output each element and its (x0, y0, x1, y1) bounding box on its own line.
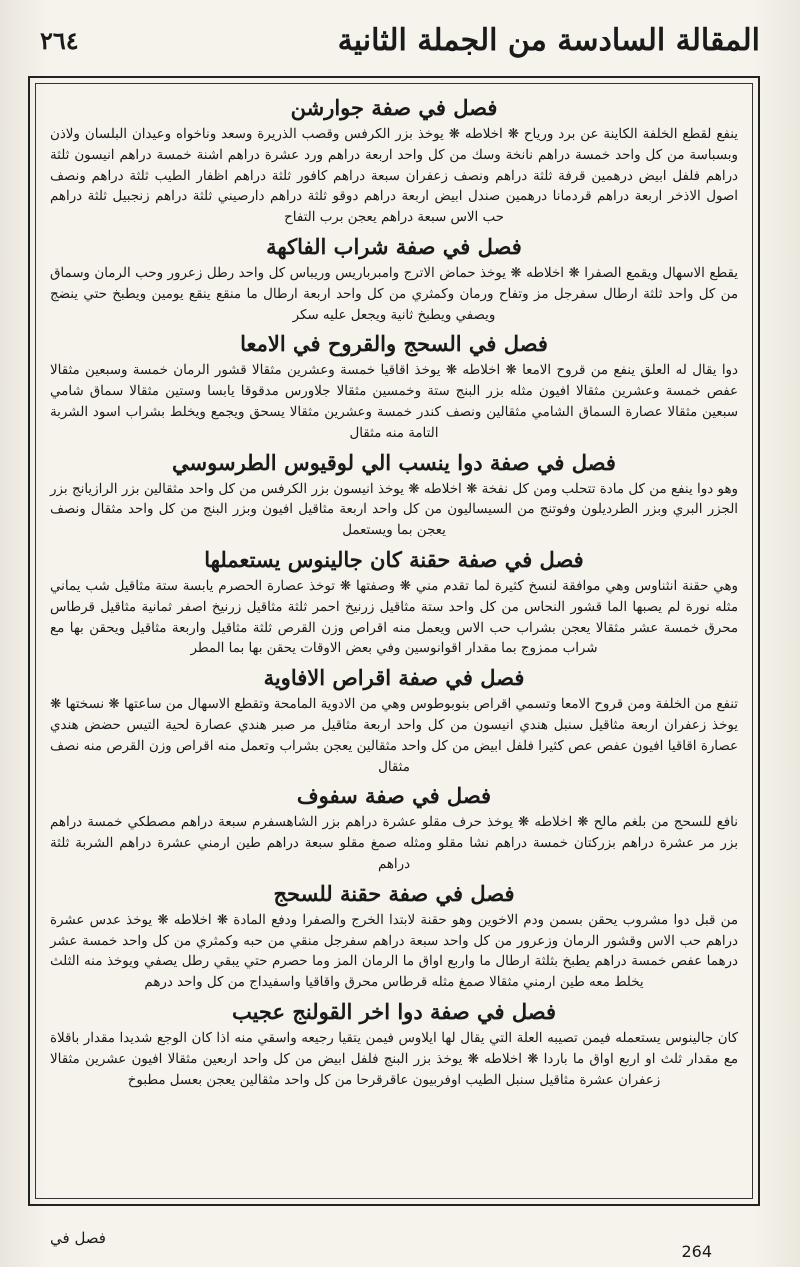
header-page-number: ٢٦٤ (40, 25, 79, 55)
section-title: فصل في صفة سفوف (296, 783, 492, 809)
running-title: المقالة السادسة من الجملة الثانية (337, 22, 760, 58)
section-title: فصل في صفة دوا ينسب الي لوقيوس الطرسوسي (172, 449, 616, 475)
section-body: وهو دوا ينفع من كل مادة تتحلب ومن كل نفخة ❋ اخلاطه ❋ يوخذ انيسون بزر الكرفس من كل واحد مثقالين بزر الرازيانج بزر الجزر البري وبزر الطرديلون وفوتنج من السيساليون من كل واحد اربعة مثاقيل افيون وبزر البنج من كل واحد مثقال ونصف يعجن بما ويستعمل (50, 481, 738, 539)
section-fruit-syrup (50, 233, 738, 326)
section-body: من قبل دوا مشروب يحقن بسمن ودم الاخوين وهو حقنة لابتدا الخرج والصفرا ودفع المادة ❋ اخلاطه ❋ يوخذ عدس عشرة دراهم حب الاس وقشور الرمان وزعرور من كل واحد سبعة دراهم سفرجل منقي من حبه وكمثري من كل واحد خمسة عشر درهما عفص خمسة دراهم يطبخ بثلثة ارطال ما واربع اواق ما الرمان المز وما حصرم حتي يبقي رطل يصفي ويوخذ منه الثلث يخلط معه طين ارمني مثقالا صمغ مثله قرطاس محرق واقاقيا واسفيداج من كل واحد درهم (50, 912, 738, 991)
text-block (35, 83, 753, 1199)
section-title: فصل في صفة حقنة كان جالينوس يستعملها (204, 546, 584, 572)
section-colic-remedy (50, 998, 738, 1091)
section-galen-enema (50, 546, 738, 660)
section-title: فصل في صفة جوارشن (290, 95, 498, 120)
section-body: يقطع الاسهال ويقمع الصفرا ❋ اخلاطه ❋ يوخذ حماض الاترج وامبرباريس وريباس كل واحد رطل زعرور وحب الرمان وسماق من كل واحد ثلثة ارطال سفرجل مز وتفاح ورمان وكمثري من كل واحد اربعة ارطال ما منقع ينقع يومين ويطبخ حتي ينضج ويصفي ويطبخ ثانية ويجعل عليه سكر (50, 265, 738, 323)
section-aromatic-tablets (50, 664, 738, 778)
section-body: تنفع من الخلفة ومن قروح الامعا وتسمي اقراص بنوبوطوس وهي من الادوية المامحة وتقطع الاسهال من ساعتها ❋ نسختها ❋ يوخذ زعفران اربعة مثاقيل سنبل هندي انيسون من كل واحد اربعة مثاقيل مر صبر هندي عصارة لحية التيس حضض هندي عصارة اقاقيا افيون عفص عص كثيرا فلفل ابيض من كل واحد مثقالين يعجن بشراب وتعمل منه اقراص وزن القرص منه نصف مثقال (50, 697, 738, 775)
section-body: وهي حقنة انثناوس وهي موافقة لنسخ كثيرة لما تقدم مني ❋ وصفتها ❋ توخذ عصارة الحصرم يابسة ستة مثاقيل شب يماني مثله نورة لم يصبها الما قشور النحاس من كل واحد ستة مثاقيل زرنيخ احمر ثلثة مثاقيل زرنيخ اصفر ثمانية مثاقيل قرطاس محرق خمسة عشر مثقالا يعجن بشراب حب الاس ويعمل منه اقراص وزن القرص ثلثة مثاقيل واربعة مثاقيل ويحقن بها مع شراب ممزوج بما مقدار اقوانوسين وفي بعض الاوقات يحقن بها بما المطر (50, 578, 738, 657)
text-frame (28, 76, 760, 1206)
section-body: ينفع لقطع الخلفة الكاينة عن برد ورياح ❋ اخلاطه ❋ يوخذ بزر الكرفس وقصب الذريرة وسعد وناخواه وعيدان البلسان ولاذن وبسباسة من كل واحد خمسة دراهم نانخة وسك من كل واحد اربعة دراهم ورد عشرة دراهم اشنة خمسة دراهم انيسون ثلثة دراهم فلفل ابيض درهمين قرفة ثلثة دراهم ونصف زعفران سبعة دراهم كافور ثلثة دراهم اظفار الطيب ثلثة دراهم ونصف اصول الاذخر اربعة دراهم قردمانا درهمين صندل ابيض اربعة دراهم دوقو ثلثة دراهم دارصيني ثلثة دراهم زنجبيل ثلثة دراهم حب الاس سبعة دراهم يعجن برب التفاح (50, 127, 738, 226)
footer-page-number: 264 (681, 1242, 712, 1261)
section-jawarish (50, 94, 738, 229)
section-lucius-remedy (50, 449, 738, 542)
section-title: فصل في صفة شراب الفاكهة (266, 233, 522, 259)
catchword: فصل في (50, 1229, 106, 1247)
page-header (40, 14, 760, 66)
section-powder (50, 782, 738, 875)
section-enema-excoriation (50, 880, 738, 994)
section-intestinal-ulcers (50, 330, 738, 444)
section-title: فصل في السحج والقروح في الامعا (240, 331, 548, 357)
section-body: نافع للسحج من بلغم مالح ❋ اخلاطه ❋ يوخذ حرف مقلو عشرة دراهم بزر الشاهسفرم سبعة دراهم مصطكي خمسة دراهم بزر مر عشرة دراهم بزركتان خمسة دراهم نشا مقلو ومثله صمغ مقلو سبعة دراهم طين ارمني عشرة دراهم الشربة ثلثة دراهم (50, 815, 738, 872)
section-title: فصل في صفة اقراص الافاوية (263, 665, 525, 691)
section-body: دوا يقال له العلق ينفع من قروح الامعا ❋ اخلاطه ❋ يوخذ اقاقيا خمسة وعشرين مثقالا قشور الرمان خمسة وسبعين مثقالا عفص خمسة وعشرين مثقالا افيون مثله بزر البنج ستة وخمسين مثقالا جلاورس مدقوقا يابسا وستين مثقالا سماق شامي سبعين مثقالا عصارة السماق الشامي مثقالين ونصف كندر خمسة وعشرين مثقالا يسحق ويجمع ويخلط بشراب اسود الشربة التامة منه مثقال (50, 363, 738, 441)
section-title: فصل في صفة حقنة للسحج (273, 880, 515, 906)
section-body: كان جالينوس يستعمله فيمن تصيبه العلة التي يقال لها ايلاوس فيمن يتقيا رجيعه واسقي منه اذا كان الوجع شديدا مقدار باقلاة مع مقدار ثلث او اربع اواق ما باردا ❋ اخلاطه ❋ يوخذ بزر البنج فلفل ابيض من كل واحد اربعين مثقالا افيون عشرين مثقالا زعفران عشرة مثاقيل سنبل الطيب اوفربيون عاقرقرحا من كل واحد مثقالين يعجن بعسل مطبوخ (50, 1030, 738, 1088)
section-title: فصل في صفة دوا اخر القولنج عجيب (231, 998, 557, 1024)
